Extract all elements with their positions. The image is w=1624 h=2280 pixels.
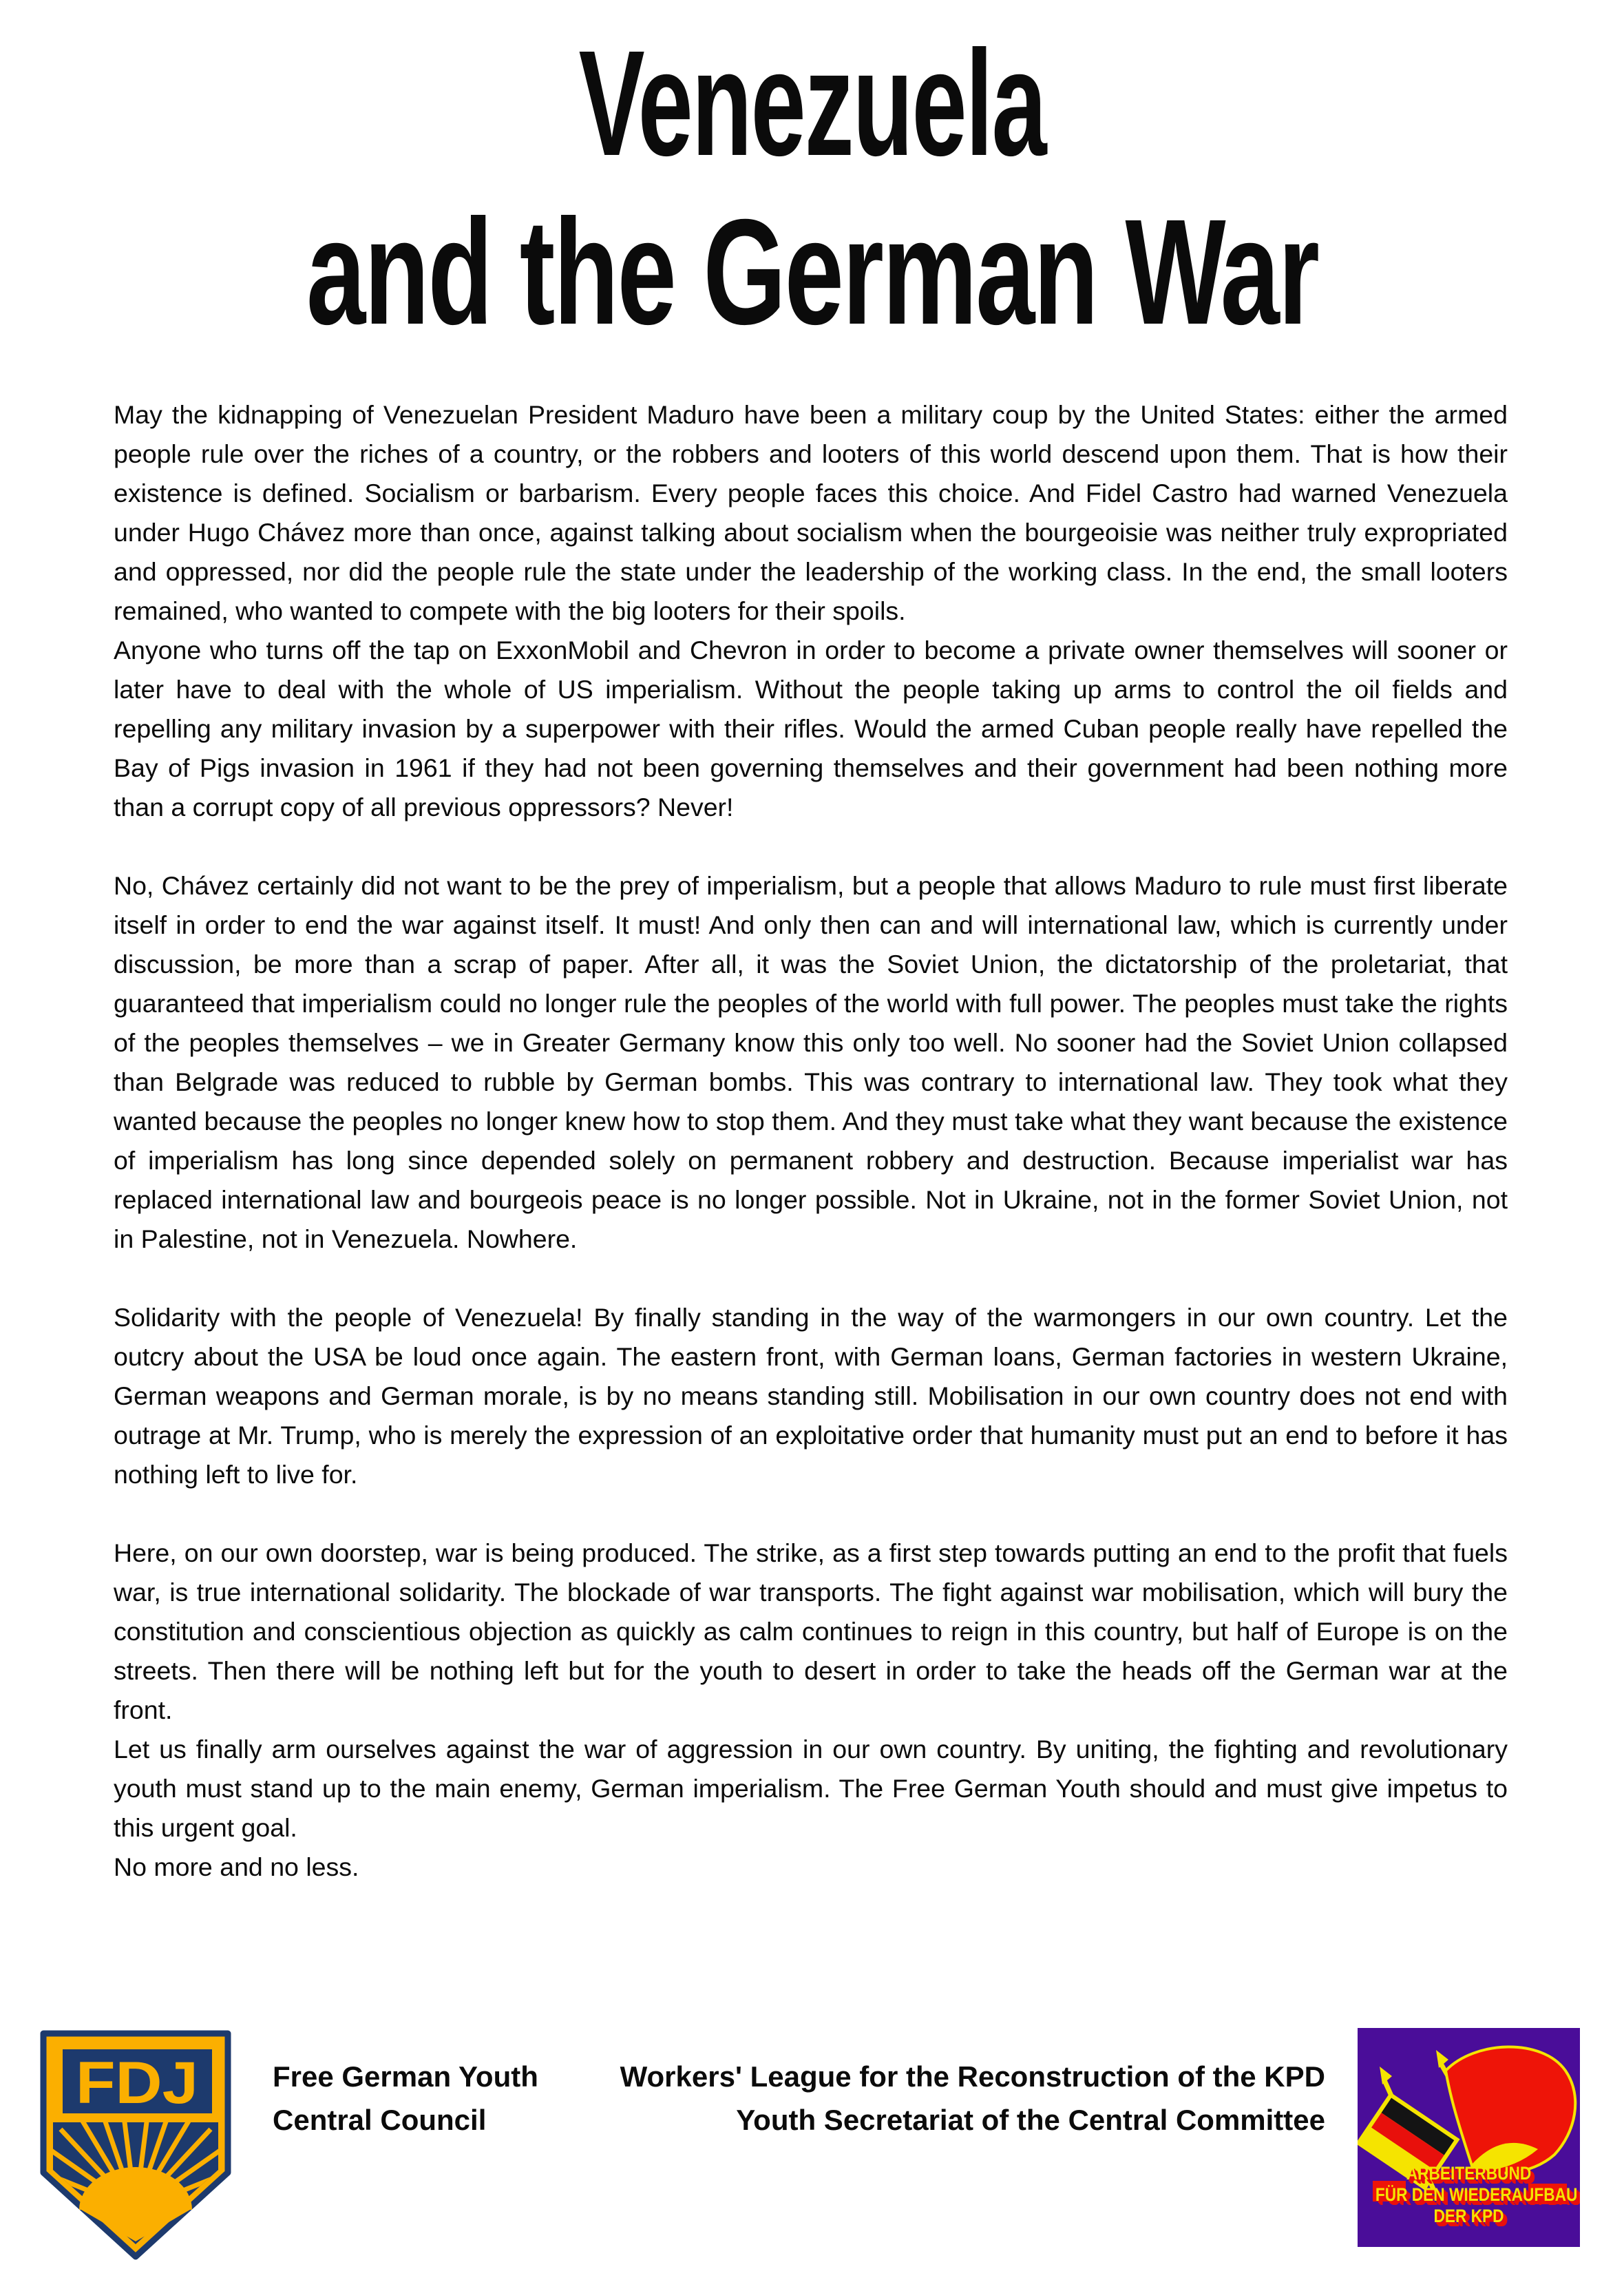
arbeiterbund-text-line-3: DER KPD [1433, 2206, 1504, 2226]
paragraph-6: Let us finally arm ourselves against the war of aggression in our own country. By uniting, the fighting and revolutionary youth must stand up to the main enemy, German imperialism. The Free German Youth should and must give impetus to this urgent goal. [114, 1735, 1508, 1842]
arbeiterbund-logo [1358, 2028, 1580, 2247]
left-organisation [273, 2055, 538, 2142]
paragraph-3: No, Chávez certainly did not want to be the prey of imperialism, but a people that allows Maduro to rule must first liberate itself in order to end the war against itself. It must! And only then can and will international law, which is currently under discussion, be more than a scrap of paper. After all, it was the Soviet Union, the dictatorship of the proletariat, that guaranteed that imperialism could no longer rule the peoples of the world with full power. The peoples must take the rights of the peoples themselves – we in Greater Germany know this only too well. No sooner had the Soviet Union collapsed than Belgrade was reduced to rubble by German bombs. This was contrary to international law. They took what they wanted because the peoples no longer knew how to stop them. And they must take what they want because the existence of imperialism has long since depended solely on permanent robbery and destruction. Because imperialist war has replaced international law and bourgeois peace is no longer possible. Not in Ukraine, not in the former Soviet Union, not in Palestine, not in Venezuela. Nowhere. [114, 871, 1508, 1253]
fdj-emblem [40, 2030, 231, 2260]
body-text [114, 395, 1508, 1887]
right-org-line-1: Workers' League for the Reconstruction of the KPD [620, 2060, 1325, 2093]
paragraph-7: No more and no less. [114, 1852, 359, 1881]
arbeiterbund-slogan [1358, 2163, 1580, 2227]
paragraph-5: Here, on our own doorstep, war is being produced. The strike, as a first step towards putting an end to the profit that fuels war, is true international solidarity. The blockade of war transports. The fight against war mobilisation, which will bury the constitution and conscientious objection as quickly as calm continues to reign in this country, but half of Europe is on the streets. Then there will be nothing left but for the youth to desert in order to take the heads off the German war at the front. [114, 1538, 1508, 1724]
title-row-1 [0, 19, 1624, 188]
paragraph-4: Solidarity with the people of Venezuela! By finally standing in the way of the warmongers in our own country. Let the outcry about the USA be loud once again. The eastern front, with German loans, German factories in western Ukraine, German weapons and German morale, is by no means standing still. Mobilisation in our own country does not end with outrage at Mr. Trump, who is merely the expression of an exploitative order that humanity must put an end to before it has nothing left to live for. [114, 1303, 1508, 1489]
arbeiterbund-text-line-1: ARBEITERBUND [1406, 2163, 1532, 2184]
right-organisation [620, 2055, 1325, 2142]
paragraph-2: Anyone who turns off the tap on ExxonMobil and Chevron in order to become a private owner themselves will sooner or later have to deal with the whole of US imperialism. Without the people taking up arms to control the oil fields and repelling any military invasion by a superpower with their rifles. Would the armed Cuban people really have repelled the Bay of Pigs invasion in 1961 if they had not been governing themselves and their government had been nothing more than a corrupt copy of all previous oppressors? Never! [114, 636, 1508, 822]
document-title [0, 0, 1624, 357]
title-row-2 [0, 188, 1624, 357]
left-org-line-1: Free German Youth [273, 2060, 538, 2093]
arbeiterbund-text-line-2: FÜR DEN WIEDERAUFBAU [1375, 2184, 1578, 2205]
left-org-line-2: Central Council [273, 2104, 487, 2136]
paragraph-1: May the kidnapping of Venezuelan President Maduro have been a military coup by the United States: either the armed people rule over the riches of a country, or the robbers and looters of this world descend upon them. That is how their existence is defined. Socialism or barbarism. Every people faces this choice. And Fidel Castro had warned Venezuela under Hugo Chávez more than once, against talking about socialism when the bourgeoisie was neither truly expropriated and oppressed, nor did the people rule the state under the leadership of the working class. In the end, the small looters remained, who wanted to compete with the big looters for their spoils. [114, 400, 1508, 625]
right-org-line-2: Youth Secretariat of the Central Committee [736, 2104, 1325, 2136]
fdj-letters: FDJ [76, 2050, 198, 2116]
title-line-1: Venezuela [578, 20, 1046, 187]
title-line-2: and the German War [306, 189, 1318, 356]
